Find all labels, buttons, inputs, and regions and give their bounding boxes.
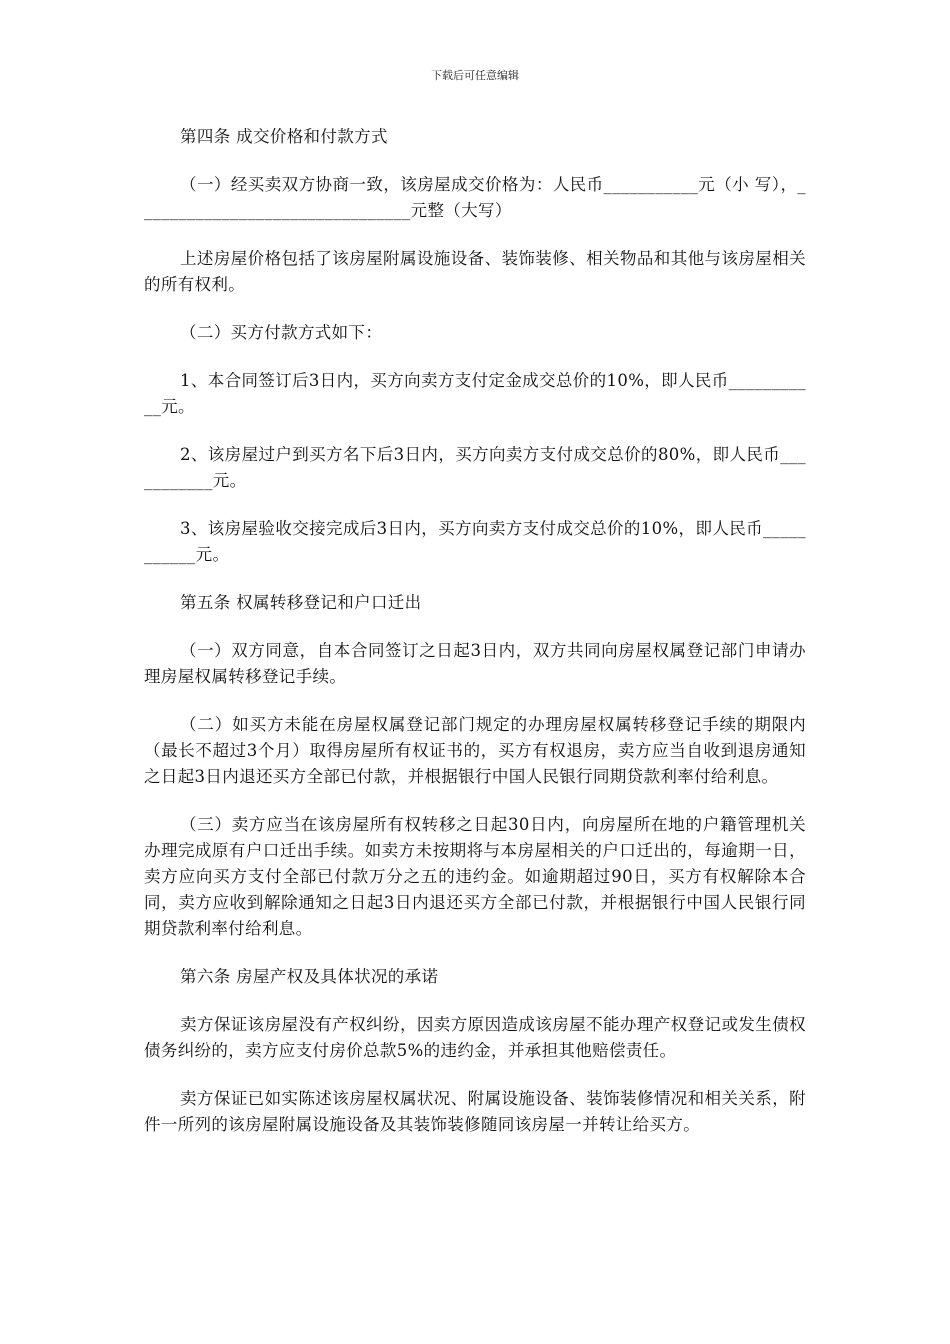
transfer-clause-3: （三）卖方应当在该房屋所有权转移之日起30日内，向房屋所在地的户籍管理机关办理完成原有户口迁出手续。如卖方未按期将与本房屋相关的户口迁出的，每逾期一日，卖方应向买方支付全部已付款万分之五的违约金。如逾期超过90日，买方有权解除本合同，卖方应收到解除通知之日起3日内退还买方全部已付款，并根据银行中国人民银行同期贷款利率付给利息。 [144, 815, 806, 938]
warranty-paragraph-1: 卖方保证该房屋没有产权纠纷，因卖方原因造成该房屋不能办理产权登记或发生债权债务纠纷的，卖方应支付房价总款5%的违约金，并承担其他赔偿责任。 [144, 1015, 806, 1060]
payment-method-heading: （二）买方付款方式如下： [180, 323, 383, 342]
warranty-paragraph-2: 卖方保证已如实陈述该房屋权属状况、附属设施设备、装饰装修情况和相关关系，附件一所列的该房屋附属设施设备及其装饰装修随同该房屋一并转让给买方。 [144, 1089, 806, 1134]
article-6-heading: 第六条 房屋产权及具体状况的承诺 [180, 967, 439, 986]
header-note: 下载后可任意编辑 [431, 69, 519, 82]
payment-item-3: 3、该房屋验收交接完成后3日内，买方向卖方支付成交总价的10%，即人民币___________元。 [144, 519, 806, 564]
transfer-clause-2: （二）如买方未能在房屋权属登记部门规定的办理房屋权属转移登记手续的期限内（最长不超过3个月）取得房屋所有权证书的，买方有权退房，卖方应当自收到退房通知之日起3日内退还买方全部已付款，并根据银行中国人民银行同期贷款利率付给利息。 [144, 715, 806, 786]
article-5-heading: 第五条 权属转移登记和户口迁出 [180, 593, 422, 612]
price-scope-paragraph: 上述房屋价格包括了该房屋附属设施设备、装饰装修、相关物品和其他与该房屋相关的所有权利。 [144, 249, 806, 294]
payment-item-2: 2、该房屋过户到买方名下后3日内，买方向卖方支付成交总价的80%，即人民币___________元。 [144, 445, 806, 490]
payment-item-1: 1、本合同签订后3日内，买方向卖方支付定金成交总价的10%，即人民币___________元。 [144, 371, 806, 416]
price-clause-1: （一）经买卖双方协商一致，该房屋成交价格为：人民币___________元（小 写），________________________________元整（大写） [144, 175, 806, 220]
article-4-heading: 第四条 成交价格和付款方式 [180, 127, 388, 146]
transfer-clause-1: （一）双方同意，自本合同签订之日起3日内，双方共同向房屋权属登记部门申请办理房屋权属转移登记手续。 [144, 641, 806, 686]
document-body [144, 124, 806, 1160]
